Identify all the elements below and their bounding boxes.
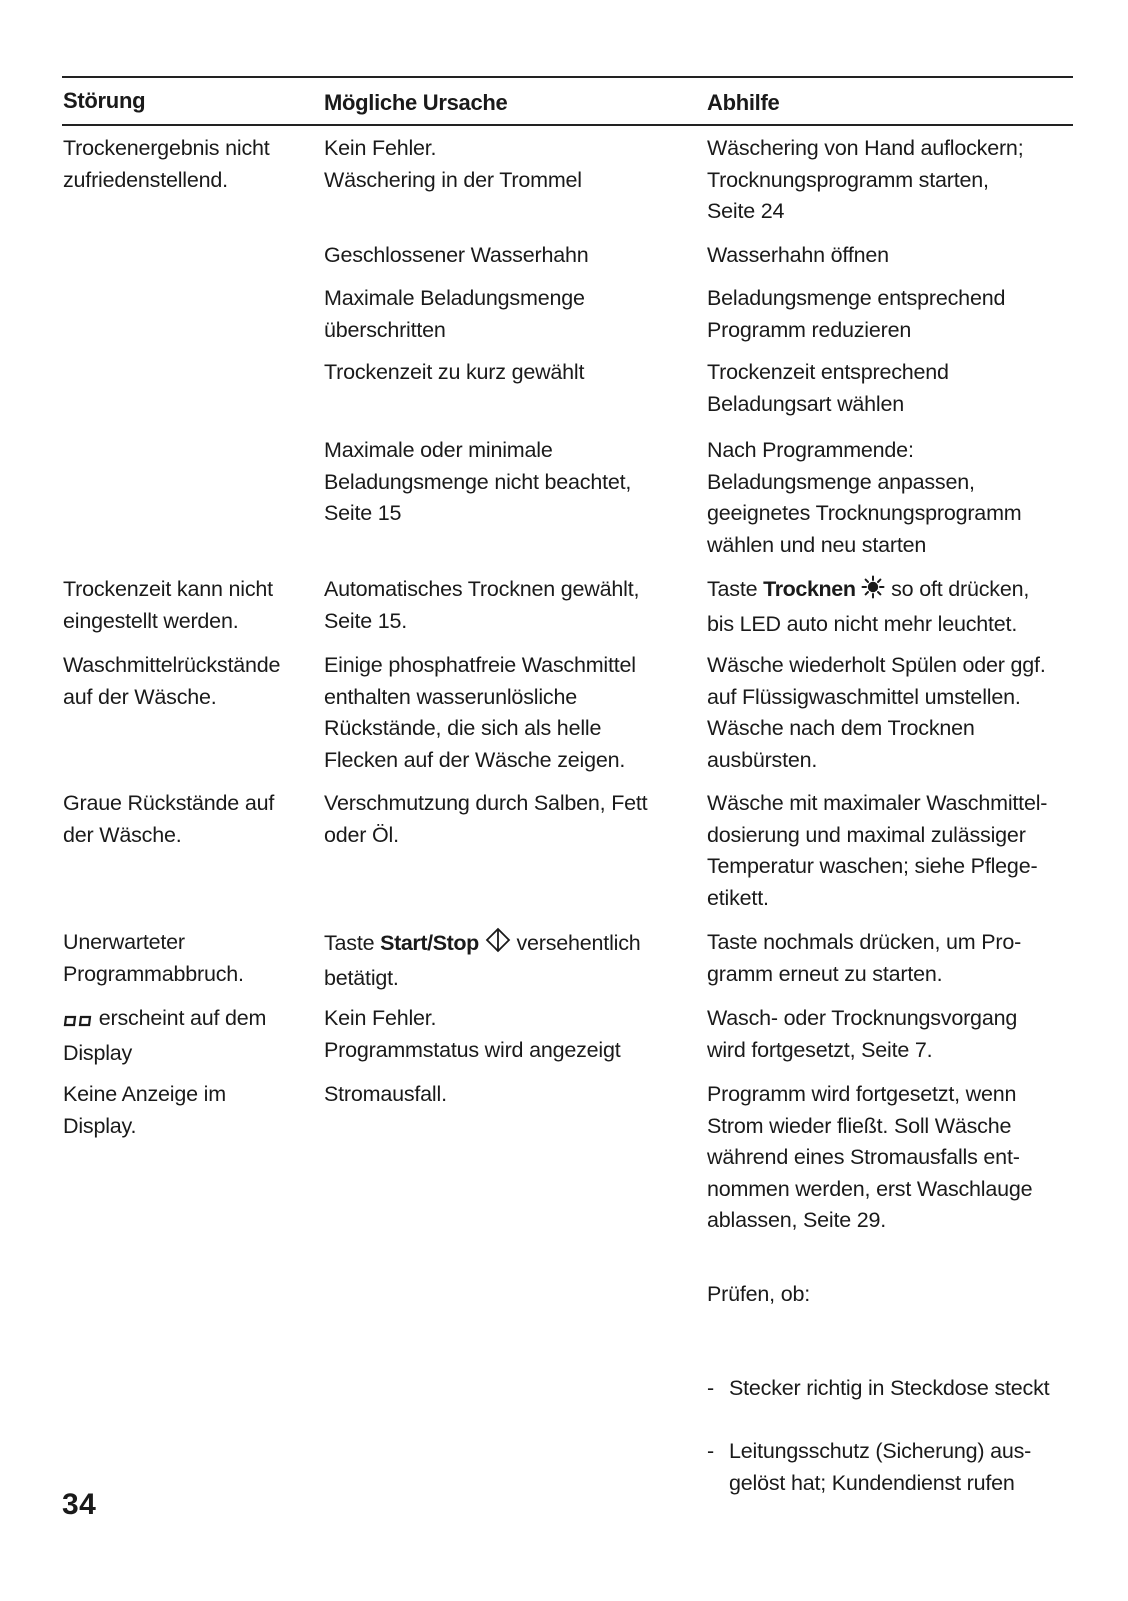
table-header-rule <box>62 124 1073 126</box>
ursache-post-text: versehentlich betätigt. <box>324 931 641 990</box>
table-row-4-ursache <box>324 927 684 994</box>
table-row-6-ursache: Stromausfall. <box>324 1082 447 1106</box>
table-row-0-cause-1-abhilfe: Wasserhahn öffnen <box>707 243 889 267</box>
table-row-0-cause-0-abhilfe: Wäschering von Hand auflockern; Trocknungsprogramm starten, Seite 24 <box>707 136 1024 223</box>
table-row-1-stoerung: Trockenzeit kann nicht eingestellt werden. <box>63 577 273 633</box>
table-row-0-cause-4-ursache: Maximale oder minimale Beladungsmenge nicht beachtet, Seite 15 <box>324 438 632 525</box>
header-stoerung: Störung <box>63 88 146 113</box>
stoerung-text: erscheint auf dem Display <box>63 1006 267 1065</box>
troubleshooting-table <box>62 76 1073 1495</box>
table-row-2-ursache: Einige phosphatfreie Waschmittel enthalten wasserunlösliche Rückstände, die sich als helle Flecken auf der Wäsche zeigen. <box>324 653 636 772</box>
list-item: - Stecker richtig in Steckdose steckt <box>707 1373 1087 1405</box>
abhilfe-post-text: so oft drücken, bis LED auto nicht mehr leuchtet. <box>707 577 1030 636</box>
table-header <box>62 78 1073 124</box>
table-row-3-ursache: Verschmutzung durch Salben, Fett oder Öl. <box>324 791 648 847</box>
table-row-3-abhilfe: Wäsche mit maximaler Waschmittel- dosierung und maximal zulässiger Temperatur waschen; siehe Pflege- etikett. <box>707 791 1048 910</box>
table-row-6-abhilfe: Programm wird fortgesetzt, wenn Strom wieder fließt. Soll Wäsche während eines Stromausfalls ent- nommen werden, erst Waschlauge ablassen, Seite 29. <box>707 1082 1033 1232</box>
table-row-5-ursache: Kein Fehler. Programmstatus wird angezeigt <box>324 1006 621 1062</box>
table-row-6-abhilfe-check <box>707 1247 1087 1562</box>
sun-icon <box>861 575 885 609</box>
display-oo-icon <box>63 1006 93 1038</box>
diamond-start-icon <box>485 927 511 963</box>
table-row-0-cause-3-abhilfe: Trockenzeit entsprechend Beladungsart wählen <box>707 360 949 416</box>
header-ursache: Mögliche Ursache <box>324 90 508 115</box>
table-row-0-cause-2-abhilfe: Beladungsmenge entsprechend Programm reduzieren <box>707 286 1006 342</box>
list-item: - Leitungsschutz (Sicherung) aus- gelöst hat; Kundendienst rufen <box>707 1436 1087 1499</box>
table-row-4-stoerung: Unerwarteter Programmabbruch. <box>63 930 244 986</box>
table-row-2-abhilfe: Wäsche wiederholt Spülen oder ggf. auf Flüssigwaschmittel umstellen. Wäsche nach dem Trocknen ausbürsten. <box>707 653 1046 772</box>
table-row-6-stoerung: Keine Anzeige im Display. <box>63 1082 226 1138</box>
table-row-0-cause-3-ursache: Trockenzeit zu kurz gewählt <box>324 360 585 384</box>
table-row-4-abhilfe: Taste nochmals drücken, um Pro- gramm erneut zu starten. <box>707 930 1022 986</box>
check-intro: Prüfen, ob: <box>707 1281 810 1306</box>
abhilfe-pre-text: Taste <box>707 577 764 601</box>
table-row-0-cause-0-ursache: Kein Fehler. Wäschering in der Trommel <box>324 136 582 192</box>
trocknen-key-label: Trocknen <box>763 577 856 601</box>
start-stop-key-label: Start/Stop <box>380 931 479 955</box>
table-row-0-cause-2-ursache: Maximale Beladungsmenge überschritten <box>324 286 585 342</box>
table-row-0-cause-4-abhilfe: Nach Programmende: Beladungsmenge anpassen, geeignetes Trocknungsprogramm wählen und neu starten <box>707 438 1022 557</box>
table-row-0-cause-1-ursache: Geschlossener Wasserhahn <box>324 243 589 267</box>
check-list <box>707 1342 1087 1531</box>
table-row-2-stoerung: Waschmittelrückstände auf der Wäsche. <box>63 653 281 709</box>
table-row-1-abhilfe <box>707 574 1073 640</box>
page-number: 34 <box>62 1488 97 1521</box>
table-row-0-stoerung: Trockenergebnis nicht zufriedenstellend. <box>63 136 270 192</box>
table-row-3-stoerung: Graue Rückstände auf der Wäsche. <box>63 791 275 847</box>
table-row-5-stoerung <box>63 1003 303 1069</box>
table-row-5-abhilfe: Wasch- oder Trocknungsvorgang wird fortgesetzt, Seite 7. <box>707 1006 1018 1062</box>
ursache-pre-text: Taste <box>324 931 381 955</box>
table-row-1-ursache: Automatisches Trocknen gewählt, Seite 15. <box>324 577 640 633</box>
header-abhilfe: Abhilfe <box>707 90 780 115</box>
